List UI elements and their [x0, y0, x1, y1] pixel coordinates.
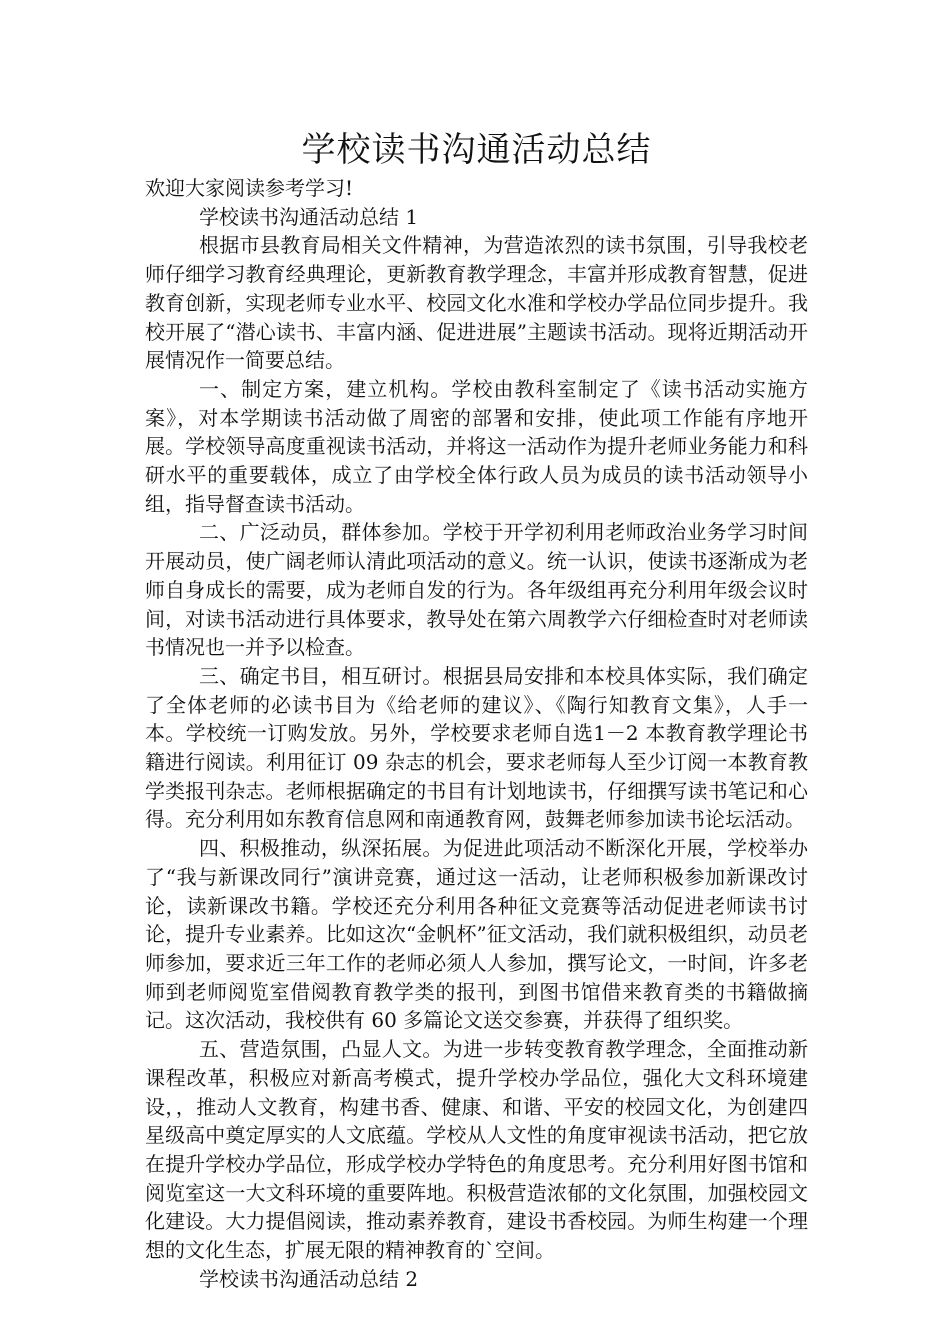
paragraph-item-4: 四、积极推动，纵深拓展。为促进此项活动不断深化开展，学校举办了“我与新课改同行”演讲竞赛，通过这一活动，让老师积极参加新课改讨论，读新课改书籍。学校还充分利用各种征文竞赛等活动促进老师读书讨论，提升专业素养。比如这次“金帆杯”征文活动，我们就积极组织，动员老师参加，要求近三年工作的老师必须人人参加，撰写论文，一时间，许多老师到老师阅览室借阅教育教学类的报刊，到图书馆借来教育类的书籍做摘记。这次活动，我校供有 60 多篇论文送交参赛，并获得了组织奖。: [145, 836, 808, 1033]
section-heading-1: 学校读书沟通活动总结 1: [199, 204, 419, 229]
paragraph-item-5: 五、营造氛围，凸显人文。为进一步转变教育教学理念，全面推动新课程改革，积极应对新高考模式，提升学校办学品位，强化大文科环境建设，，推动人文教育，构建书香、健康、和谐、平安的校园文化，为创建四星级高中奠定厚实的人文底蕴。学校从人文性的角度审视读书活动，把它放在提升学校办学品位，形成学校办学特色的角度思考。充分利用好图书馆和阅览室这一大文科环境的重要阵地。积极营造浓郁的文化氛围，加强校园文化建设。大力提倡阅读，推动素养教育，建设书香校园。为师生构建一个理想的文化生态，扩展无限的精神教育的`空间。: [145, 1037, 808, 1263]
document-title: 学校读书沟通活动总结: [301, 130, 652, 170]
section-heading-2: 学校读书沟通活动总结 2: [199, 1266, 419, 1291]
document-page: [145, 128, 808, 1293]
greeting-text: 欢迎大家阅读参考学习!: [145, 176, 354, 200]
paragraph-intro: 根据市县教育局相关文件精神，为营造浓烈的读书氛围，引导我校老师仔细学习教育经典理论，更新教育教学理念，丰富并形成教育智慧，促进教育创新，实现老师专业水平、校园文化水准和学校办学品位同步提升。我校开展了“潜心读书、丰富内涵、促进进展”主题读书活动。现将近期活动开展情况作一简要总结。: [145, 233, 808, 373]
paragraph-item-1: 一、制定方案，建立机构。学校由教科室制定了《读书活动实施方案》，对本学期读书活动做了周密的部署和安排，使此项工作能有序地开展。学校领导高度重视读书活动，并将这一活动作为提升老师业务能力和科研水平的重要载体，成立了由学校全体行政人员为成员的读书活动领导小组，指导督查读书活动。: [145, 376, 808, 516]
paragraph-item-3: 三、确定书目，相互研讨。根据县局安排和本校具体实际，我们确定了全体老师的必读书目为《给老师的建议》、《陶行知教育文集》，人手一本。学校统一订购发放。另外，学校要求老师自选1－2 本教育教学理论书籍进行阅读。利用征订 09 杂志的机会，要求老师每人至少订阅一本教育教学类报刊杂志。老师根据确定的书目有计划地读书，仔细撰写读书笔记和心得。充分利用如东教育信息网和南通教育网，鼓舞老师参加读书论坛活动。: [145, 663, 808, 832]
paragraph-item-2: 二、广泛动员，群体参加。学校于开学初利用老师政治业务学习时间开展动员，使广阔老师认清此项活动的意义。统一认识，使读书逐渐成为老师自身成长的需要，成为老师自发的行为。各年级组再充分利用年级会议时间，对读书活动进行具体要求，教导处在第六周教学六仔细检查时对老师读书情况也一并予以检查。: [145, 520, 808, 660]
